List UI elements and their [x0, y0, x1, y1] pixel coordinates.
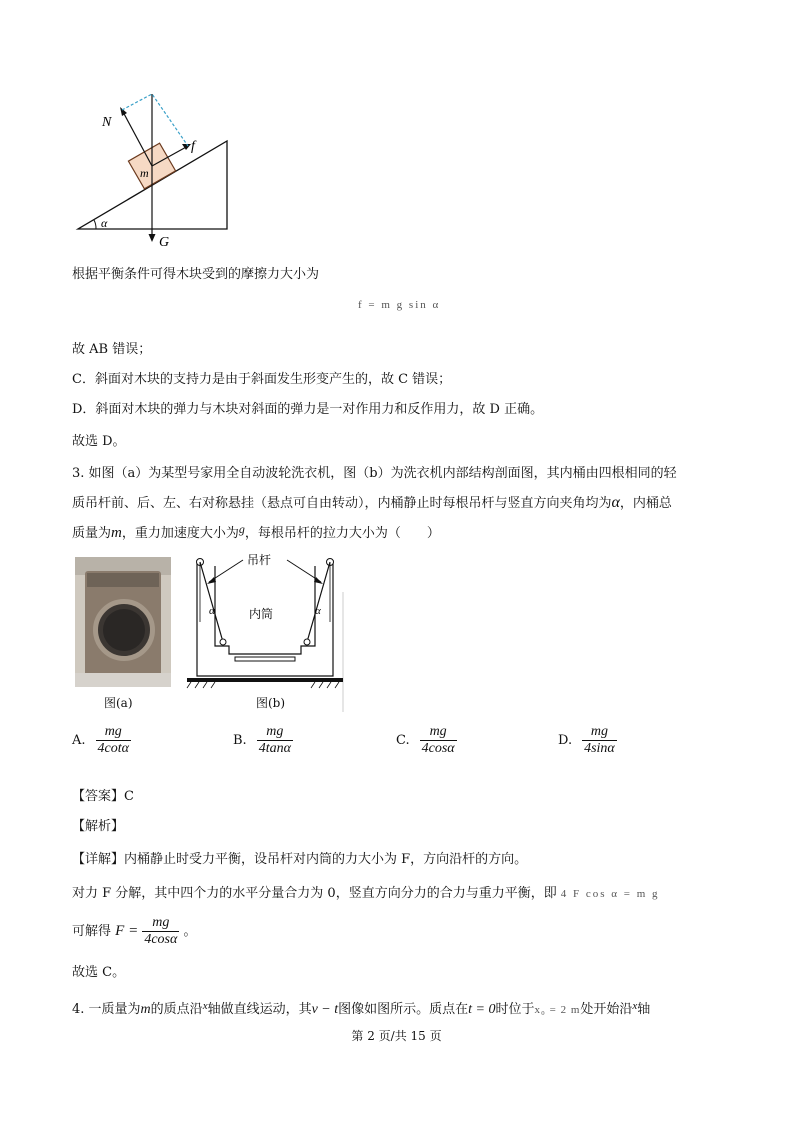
- label-f: f: [191, 139, 195, 154]
- answer-line: 【答案】C: [72, 789, 134, 804]
- label-alpha-right: α: [315, 605, 321, 617]
- label-m: m: [140, 166, 149, 180]
- question-3-line-3: 质量为m，重力加速度大小为g，每根吊杆的拉力大小为（ ）: [72, 522, 440, 541]
- label-rod: 吊杆: [247, 553, 272, 567]
- incline-force-diagram: [70, 88, 240, 253]
- rod-right: [307, 562, 330, 642]
- text-line-5: 故选 D。: [72, 434, 126, 449]
- option-d[interactable]: D. $\frac{mg}{4\sin\alpha}$: [558, 724, 615, 756]
- question-3-line-2: 质吊杆前、后、左、右对称悬挂（悬点可自由转动），内桶静止时每根吊杆与竖直方向夹角均为α，内桶总: [72, 494, 672, 511]
- label-inner-tub: 内筒: [249, 607, 274, 621]
- gravity-arrowhead: [149, 234, 156, 242]
- text-line-4: D．斜面对木块的弹力与木块对斜面的弹力是一对作用力和反作用力，故 D 正确。: [72, 402, 544, 417]
- rod-left: [200, 562, 223, 642]
- caption-a: 图(a): [104, 696, 133, 710]
- label-N: N: [102, 115, 112, 130]
- option-c[interactable]: C. $\frac{mg}{4\cos\alpha}$: [396, 724, 455, 756]
- solution-line: 可解得 F = $\frac{mg}{4\cos\alpha}$ 。: [72, 915, 197, 947]
- equation-friction: f = m g sin α: [358, 299, 441, 311]
- text-line-2: 故 AB 错误；: [72, 342, 152, 357]
- page-footer: 第 2 页/共 15 页: [351, 1029, 442, 1043]
- text-line-1: 根据平衡条件可得木块受到的摩擦力大小为: [72, 267, 320, 282]
- decomposition-line: 对力 F 分解，其中四个力的水平分量合力为 0，竖直方向分力的合力与重力平衡，即 4 F cos α = m g: [72, 886, 660, 901]
- label-alpha-left: α: [209, 605, 215, 617]
- normal-arrowhead: [120, 107, 127, 116]
- washing-machine-photo: [75, 557, 171, 687]
- label-G: G: [159, 235, 170, 250]
- conclusion-line: 故选 C。: [72, 965, 126, 980]
- detail-line: 【详解】内桶静止时受力平衡，设吊杆对内筒的力大小为 F，方向沿杆的方向。: [72, 852, 528, 867]
- washer-section-diagram: [185, 552, 345, 712]
- parallelogram-dashed: [122, 94, 188, 146]
- analysis-tag: 【解析】: [72, 819, 125, 834]
- question-3-line-1: 3. 如图（a）为某型号家用全自动波轮洗衣机，图（b）为洗衣机内部结构剖面图，其内桶由四根相同的轻: [72, 466, 677, 481]
- text-line-3: C．斜面对木块的支持力是由于斜面发生形变产生的，故 C 错误；: [72, 372, 452, 387]
- option-b[interactable]: B. $\frac{mg}{4\tan\alpha}$: [233, 724, 291, 756]
- alpha-arc: [94, 220, 96, 229]
- label-alpha: α: [101, 216, 108, 230]
- caption-b: 图(b): [256, 696, 286, 710]
- option-a[interactable]: A. $\frac{mg}{4\cot\alpha}$: [72, 724, 129, 756]
- question-4-line: 4. 一质量为m的质点沿$^x$轴做直线运动，其v − t图像如图所示。质点在t = 0时位于x₀ = 2 m处开始沿$^x$轴: [72, 1000, 651, 1017]
